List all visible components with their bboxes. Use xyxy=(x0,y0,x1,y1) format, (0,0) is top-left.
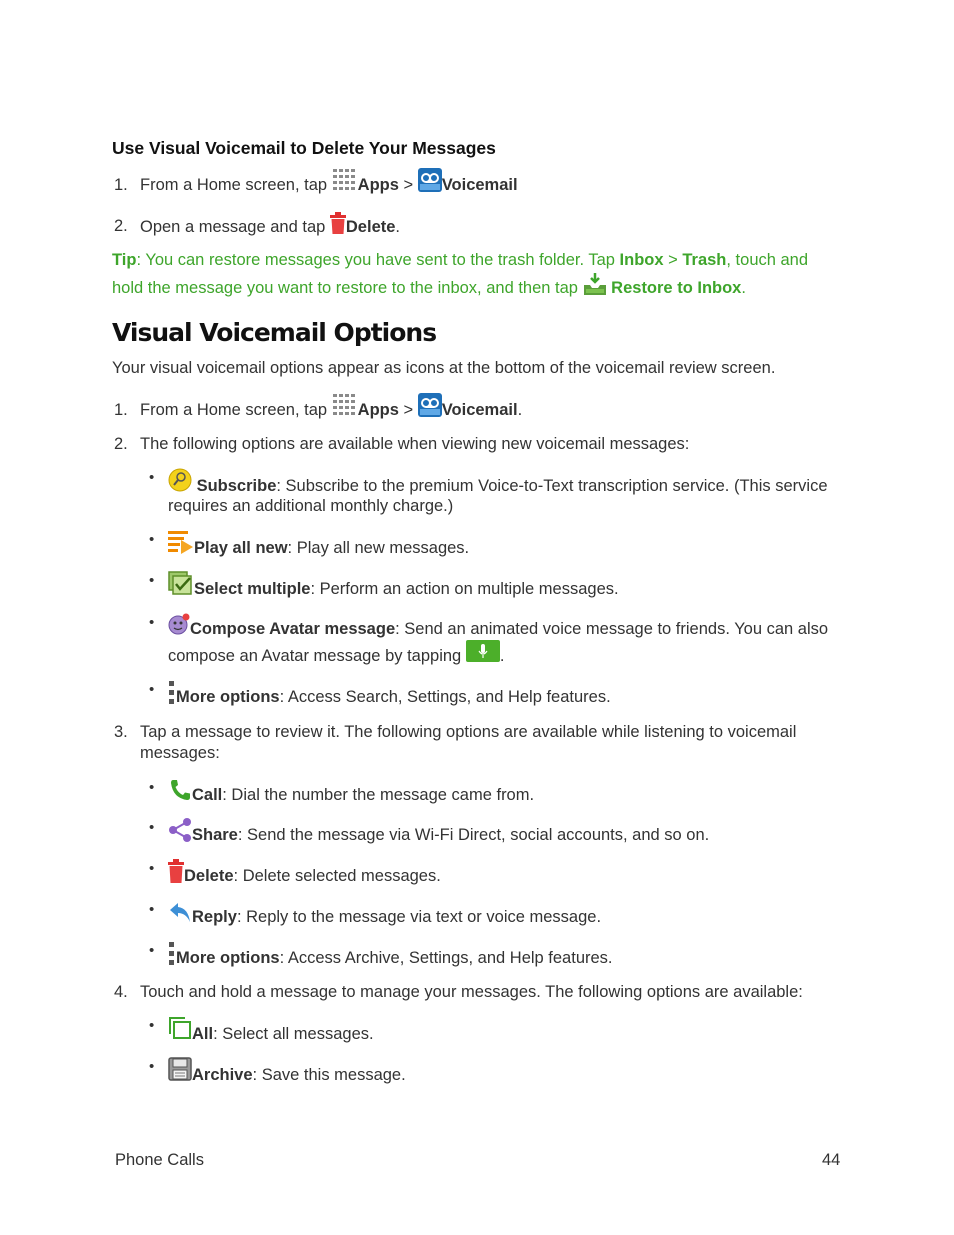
option-label: Delete xyxy=(184,867,234,885)
apps-grid-icon xyxy=(332,393,358,417)
list-item: • Call: Dial the number the message came from. xyxy=(168,778,534,802)
voicemail-icon xyxy=(418,393,442,417)
step-number: 1. xyxy=(114,401,128,419)
list-item: • Subscribe: Subscribe to the premium Voice-to-Text transcription service. (This service xyxy=(168,468,828,492)
footer-section-name: Phone Calls xyxy=(115,1151,204,1169)
list-item: • Delete: Delete selected messages. xyxy=(168,859,441,883)
step-2-delete: Open a message and tap Delete. xyxy=(140,212,400,234)
restore-to-inbox-icon xyxy=(583,272,607,296)
option-label: More options xyxy=(176,949,280,967)
list-item-continuation: compose an Avatar message by tapping . xyxy=(168,640,504,662)
step-number: 1. xyxy=(114,176,128,194)
step-4-options: Touch and hold a message to manage your messages. The following options are available: xyxy=(140,983,803,1001)
option-label: Reply xyxy=(192,908,237,926)
step-number: 2. xyxy=(114,217,128,235)
list-item: • Select multiple: Perform an action on multiple messages. xyxy=(168,571,619,595)
tip-line-2: hold the message you want to restore to the inbox, and then tap Restore to Inbox. xyxy=(112,272,746,296)
more-options-icon xyxy=(168,680,176,704)
avatar-icon xyxy=(168,613,190,635)
option-label: Archive xyxy=(192,1066,253,1084)
list-item: • Reply: Reply to the message via text or voice message. xyxy=(168,900,601,924)
subscribe-icon xyxy=(168,468,192,492)
step-3-options: Tap a message to review it. The following options are available while listening to voicemail xyxy=(140,723,797,741)
step-number: 2. xyxy=(114,435,128,453)
step-3-continuation: messages: xyxy=(140,744,220,762)
list-item: • Archive: Save this message. xyxy=(168,1057,406,1081)
call-icon xyxy=(168,778,192,802)
option-label: Subscribe xyxy=(196,477,277,495)
section-heading-delete: Use Visual Voicemail to Delete Your Messages xyxy=(112,138,496,158)
intro-paragraph: Your visual voicemail options appear as icons at the bottom of the voicemail review screen. xyxy=(112,359,776,377)
archive-icon xyxy=(168,1057,192,1081)
step-1-options: From a Home screen, tap Apps > Voicemail. xyxy=(140,393,522,417)
section-heading-options: Visual Voicemail Options xyxy=(112,318,437,347)
option-label: Compose Avatar message xyxy=(190,620,396,638)
step-1-delete: From a Home screen, tap Apps > Voicemail xyxy=(140,168,518,192)
option-label: More options xyxy=(176,688,280,706)
step-number: 3. xyxy=(114,723,128,741)
list-item: • Compose Avatar message: Send an animated voice message to friends. You can also xyxy=(168,613,828,635)
list-item: • More options: Access Search, Settings, and Help features. xyxy=(168,680,611,704)
reply-icon xyxy=(168,900,192,924)
option-label: Share xyxy=(192,826,238,844)
step-number: 4. xyxy=(114,983,128,1001)
option-label: All xyxy=(192,1025,214,1043)
list-item-continuation: requires an additional monthly charge.) xyxy=(168,497,454,515)
select-all-icon xyxy=(168,1016,192,1040)
apps-grid-icon xyxy=(332,168,358,192)
step-2-options: The following options are available when viewing new voicemail messages: xyxy=(140,435,690,453)
option-label: Call xyxy=(192,786,223,804)
tip-line-1: Tip: You can restore messages you have sent to the trash folder. Tap Inbox > Trash, touch and xyxy=(112,251,809,269)
option-label: Select multiple xyxy=(194,580,311,598)
share-icon xyxy=(168,818,192,842)
option-label: Play all new xyxy=(194,539,288,557)
footer-page-number: 44 xyxy=(822,1151,841,1169)
select-multiple-icon xyxy=(168,571,194,595)
trash-icon xyxy=(330,212,346,234)
trash-icon xyxy=(168,859,184,883)
play-all-icon xyxy=(168,530,194,554)
list-item: • Share: Send the message via Wi-Fi Direct, social accounts, and so on. xyxy=(168,818,709,842)
list-item: • More options: Access Archive, Settings, and Help features. xyxy=(168,941,613,965)
list-item: • All: Select all messages. xyxy=(168,1016,374,1040)
more-options-icon xyxy=(168,941,176,965)
microphone-icon xyxy=(466,640,500,662)
list-item: • Play all new: Play all new messages. xyxy=(168,530,469,554)
voicemail-icon xyxy=(418,168,442,192)
